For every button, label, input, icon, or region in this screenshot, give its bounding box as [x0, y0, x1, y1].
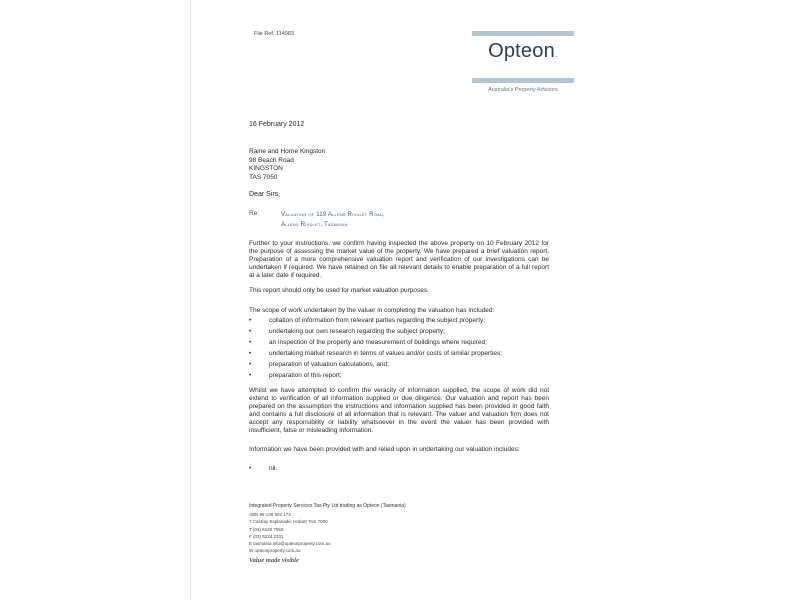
paragraph-information-intro: Information we have been provided with and relied upon in undertaking our valuation includes:: [249, 446, 520, 453]
footer-fax: F (03) 6224 2331: [249, 533, 284, 539]
footer-website: W opteonproperty.com.au: [249, 548, 301, 554]
footer-contact: [249, 511, 331, 555]
re-subject: [281, 210, 385, 230]
bullet-icon: •: [249, 328, 252, 335]
bullet-icon: •: [249, 339, 252, 346]
footer-company: Integrated Property Services Tas Pty Ltd trading as Opteon (Tasmania): [249, 503, 406, 509]
address-line: TAS 7050: [249, 173, 278, 181]
re-line-1: Valuation of 119 Allens Rivulet Road,: [281, 212, 385, 218]
re-line-2: Allens Rivulet, Tasmania: [281, 222, 348, 228]
logo-bar-top: [472, 31, 574, 36]
paragraph-scope-intro: The scope of work undertaken by the valuer in completing the valuation has included:: [249, 307, 495, 314]
bullet-icon: •: [249, 372, 252, 379]
re-label: Re:: [249, 210, 260, 217]
bullet-icon: •: [249, 317, 252, 324]
paragraph-disclaimer: Whilst we have attempted to confirm the veracity of information supplied, the scope of work did not extend to verification of all information supplied or due diligence. Our valuation and report has been prepared on the assumption the instructions and information supplied has been provided in good faith and contains a full disclosure of all information that is relevant. The valuer and valuation firm does not accept any responsibility or liability whatsoever in the event the valuer has been provided with insufficient, false or misleading information.: [249, 387, 549, 434]
page-edge: [190, 0, 191, 600]
logo-bar-bottom: [472, 78, 574, 83]
salutation: Dear Sirs,: [249, 191, 281, 198]
footer-phone: T (03) 6220 7555: [249, 526, 284, 532]
file-reference: File Ref. 114983: [254, 31, 294, 37]
opteon-logo: [472, 40, 574, 63]
footer-address: 7 Castray Esplanade, Hobart TAS 7000: [249, 519, 328, 525]
letter-date: 16 February 2012: [249, 121, 305, 128]
address-line: KINGSTON: [249, 165, 283, 172]
logo-tagline: Australia's Property Advisors: [488, 87, 558, 93]
address-line: Raine and Horne Kingston: [249, 148, 326, 155]
bullet-icon: •: [249, 350, 252, 357]
bullet-icon: •: [249, 465, 252, 472]
footer-email: E tasmania.info@opteonproperty.com.au: [249, 541, 331, 547]
footer-abn: ABN 98 136 902 173: [249, 512, 291, 517]
recipient-address: [249, 148, 325, 182]
bullet-icon: •: [249, 361, 252, 368]
logo-name: Opteon: [488, 40, 555, 62]
address-line: 98 Beach Road: [249, 156, 294, 164]
logo-mark: .: [554, 49, 558, 60]
paragraph-instructions: Further to your instructions, we confirm having inspected the above property on 10 February 2012 for the purpose of assessing the market value of the property. We have prepared a brief valuation report. Preparation of a more comprehensive valuation report and verification of our investigations can be undertaken if required. We have retained on file all relevant details to enable preparation of a full report at a later date if required.: [249, 240, 549, 279]
paragraph-purpose: This report should only be used for market valuation purposes.: [249, 287, 429, 294]
slogan: Value made visible: [249, 557, 299, 564]
